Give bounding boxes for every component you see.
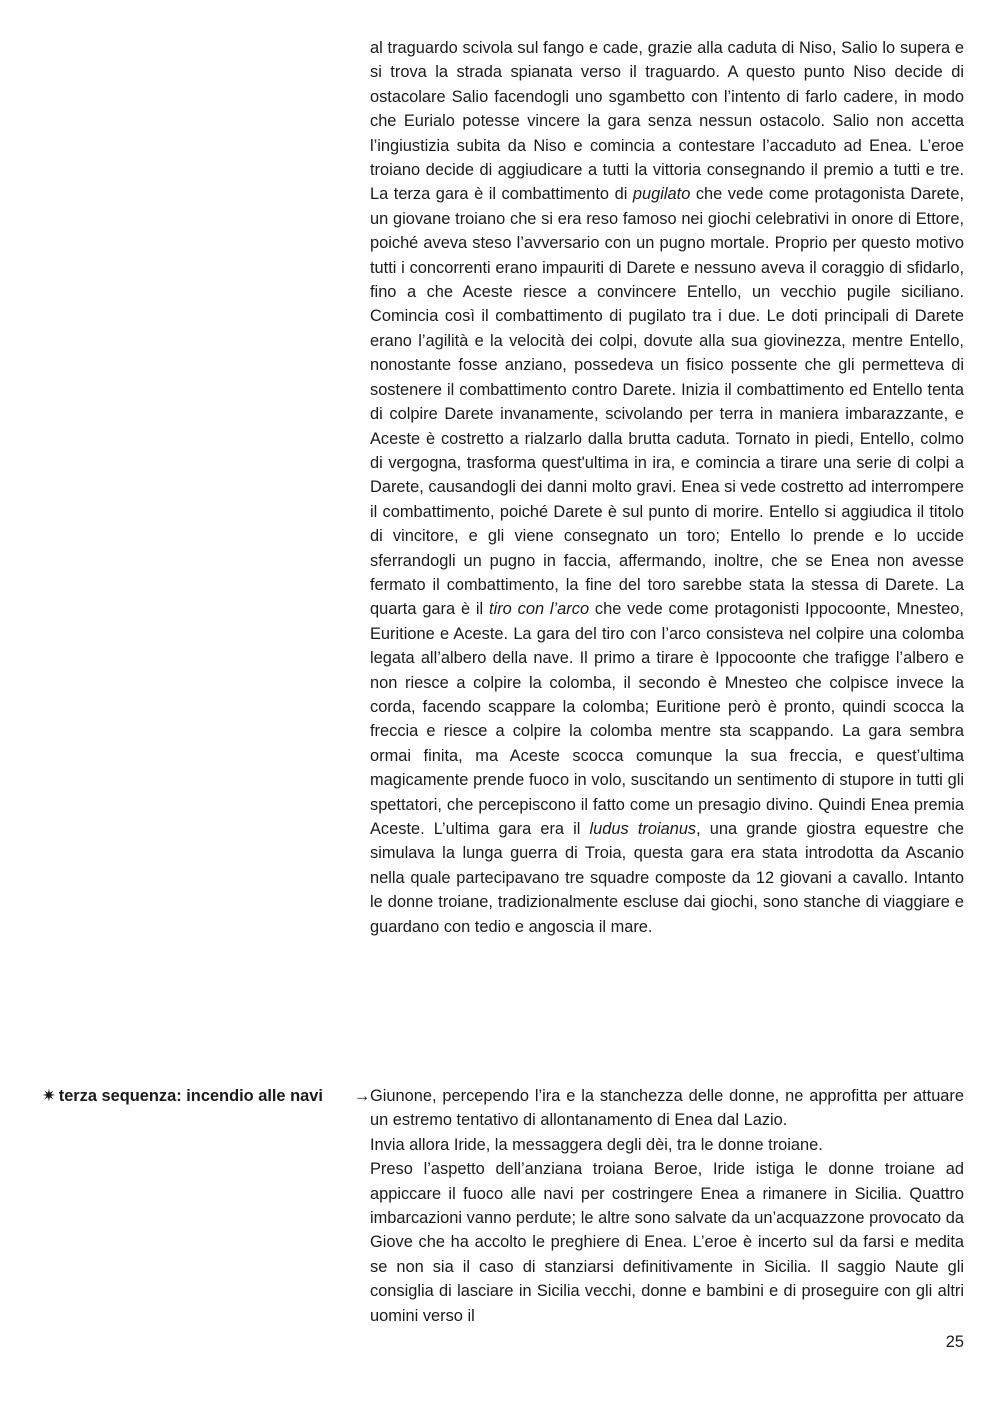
paragraph-iris: Invia allora Iride, la messaggera degli dèi, tra le donne troiane. xyxy=(370,1135,823,1154)
text-run: che vede come protagonista Darete, un giovane troiano che si era reso famoso nei giochi celebrativi in onore di Ettore, poiché aveva steso l’avversario con un pugno mortale. Proprio per questo motivo tutti i concorrenti erano impauriti di Darete e nessuno aveva il coraggio di sfidarlo, fino a che Aceste riesce a convincere Entello, un vecchio pugile siciliano. Comincia così il combattimento di pugilato tra i due. Le doti principali di Darete erano l’agilità e la velocità dei colpi, dovute alla sua giovinezza, mentre Entello, nonostante fosse anziano, possedeva un fisico possente che gli permetteva di sostenere il combattimento contro Darete. Inizia il combattimento ed Entello tenta di colpire Darete invanamente, scivolando per terra in maniera imbarazzante, e Aceste è costretto a rialzarlo dalla brutta caduta. Tornato in piedi, Entello, colmo di vergogna, trasforma quest'ultima in ira, e comincia a tirare una serie di colpi a Darete, causandogli dei danni molto gravi. Enea si vede costretto ad interrompere il combattimento, poiché Darete è sul punto di morire. Entello si aggiudica il titolo di vincitore, e gli viene consegnato un toro; Entello lo prende e lo uccide sferrandogli un pugno in faccia, affermando, inoltre, che se Enea non avesse fermato il combattimento, la fine del toro sarebbe stata la stessa di Darete. La quarta gara è il xyxy=(370,185,965,619)
page-number: 25 xyxy=(945,1333,964,1351)
term-ludus-troianus: ludus troianus xyxy=(589,820,697,838)
paragraph-fire: Preso l’aspetto dell’anziana troiana Beroe, Iride istiga le donne troiane ad appiccare il fuoco alle navi per costringere Enea a rimanere in Sicilia. Quattro imbarcazioni vanno perdute; le altre sono salvate da un’acquazzone provocato da Giove che ha accolto le preghiere di Enea. L’eroe è incerto sul da farsi e medita se non sia il caso di stanziarsi definitivamente in Sicilia. Il saggio Naute gli consiglia di lasciare in Sicilia vecchi, donne e bambini e di proseguire con gli altri uomini verso il xyxy=(370,1160,964,1325)
term-pugilato: pugilato xyxy=(632,185,691,204)
text-run: , una grande giostra equestre che simulava la lunga guerra di Troia, questa gara era stata introdotta da Ascanio nella quale partecipavano tre squadre composte da 12 giovani a cavallo. Intanto le donne troiane, tradizionalmente escluse dai giochi, sono stanche di viaggiare e guardano con tedio e angoscia il mare. xyxy=(370,820,964,936)
paragraph-juno: Giunone, percependo l’ira e la stanchezza delle donne, ne approfitta per attuare un estremo tentativo di allontanamento di Enea dal Lazio. xyxy=(370,1087,964,1130)
sequence-heading xyxy=(42,1084,323,1108)
right-arrow-icon: → xyxy=(354,1087,371,1105)
sequence-title: terza sequenza: incendio alle navi xyxy=(58,1087,323,1105)
narrative-column-sequence xyxy=(370,1084,964,1328)
text-run: che vede come protagonisti Ippocoonte, Mnesteo, Euritione e Aceste. La gara del tiro con l’arco consisteva nel colpire una colomba legata all’albero della nave. Il primo a tirare è Ippocoonte che trafigge l’albero e non riesce a colpire la colomba, il secondo è Mnesteo che colpisce invece la corda, facendo scappare la colomba; Euritione però è pronto, quindi scocca la freccia e riesce a colpire la colomba mentre sta scappando. La gara sembra ormai finita, ma Aceste scocca comunque la sua freccia, e quest’ultima magicamente prende fuoco in volo, suscitando un sentimento di stupore in tutti gli spettatori, che percepiscono il fatto come un presagio divino. Quindi Enea premia Aceste. L’ultima gara era il xyxy=(370,600,964,838)
narrative-column-top xyxy=(370,36,964,939)
star-bullet-icon: ✷ xyxy=(42,1087,56,1105)
text-run: al traguardo scivola sul fango e cade, grazie alla caduta di Niso, Salio lo supera e si trova la strada spianata verso il traguardo. A questo punto Niso decide di ostacolare Salio facendogli uno sgambetto con l’intento di farlo cadere, in modo che Eurialo potesse vincere la gara senza nessun ostacolo. Salio non accetta l’ingiustizia subita da Niso e comincia a contestare l’accaduto ad Enea. L’eroe troiano decide di aggiudicare a tutti la vittoria consegnando il premio a tutti e tre. La terza gara è il combattimento di xyxy=(370,39,964,204)
term-tiro-con-arco: tiro con l’arco xyxy=(489,600,590,619)
paragraph-games xyxy=(370,36,964,939)
